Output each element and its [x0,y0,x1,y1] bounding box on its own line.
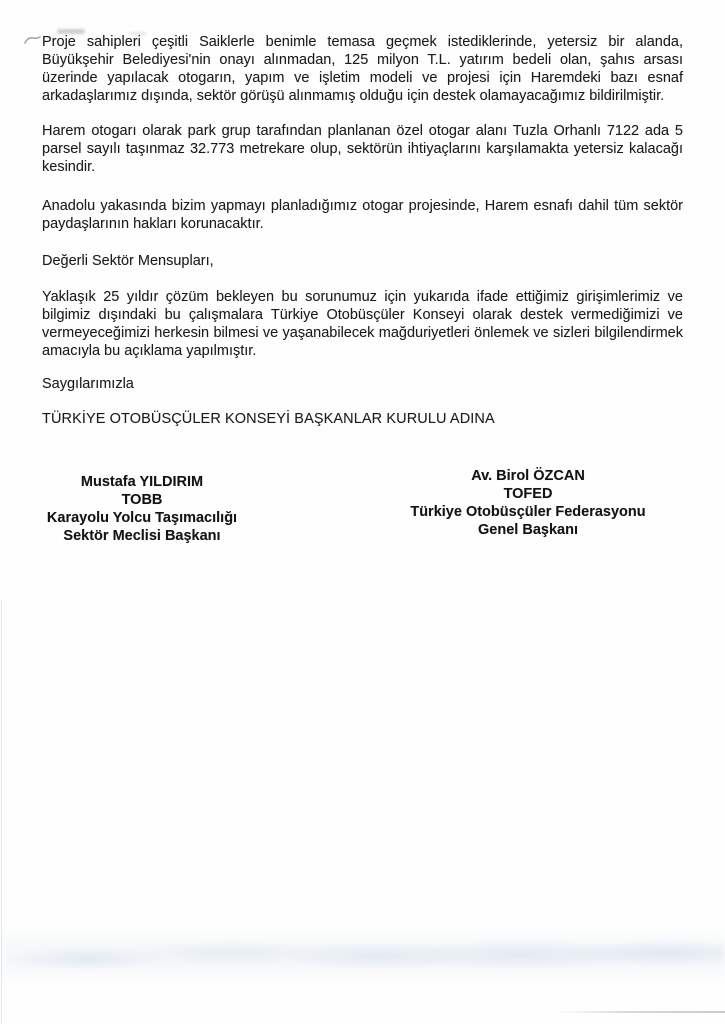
letter-body [42,33,683,545]
scan-noise-band [0,928,725,984]
stray-pen-mark [24,35,42,45]
signer-org: TOFED [503,486,553,502]
signer-title-line2: Sektör Meclisi Başkanı [63,528,221,544]
signer-title-line1: Türkiye Otobüsçüler Federasyonu [410,504,646,520]
regards-line: Saygılarımızla [42,376,134,392]
paragraph-closing-statement: Yaklaşık 25 yıldır çözüm bekleyen bu sorunumuz için yukarıda ifade ettiğimiz girişimlerimiz ve bilgimiz dışındaki bu çalışmalara Türkiye Otobüsçüler Konseyi olarak destek vermediğimizi ve vermeyeceğimizi herkesin bilmesi ve yaşanabilecek mağduriyetleri önlemek ve sizleri bilgilendirmek amacıyla bu açıklama yapılmıştır. [42,289,683,359]
signature-block-birol-ozcan [398,467,658,539]
signer-name: Av. Birol ÖZCAN [471,468,585,484]
paragraph-harem-otogar: Harem otogarı olarak park grup tarafından planlanan özel otogar alanı Tuzla Orhanlı 7122 ada 5 parsel sayılı taşınmaz 32.773 metrekare olup, sektörün ihtiyaçlarını karşılamakta yetersiz kalacağı kesindir. [42,123,683,175]
signer-title-line1: Karayolu Yolcu Taşımacılığı [46,510,238,526]
salutation-line: Değerli Sektör Mensupları, [42,253,214,269]
signature-block-mustafa-yildirim [42,473,242,545]
signer-org: TOBB [121,492,163,508]
signer-name: Mustafa YILDIRIM [80,474,204,490]
paragraph-project-owners: Proje sahipleri çeşitli Saiklerle benimle temasa geçmek istediklerinde, yetersiz bir alanda, Büyükşehir Belediyesi'nin onayı alınmadan, 125 milyon T.L. yatırım bedeli olan, şahıs arsası üzerinde yapılacak otogarın, yapım ve işletim modeli ve projesi için Haremdeki bazı esnaf arkadaşlarımız dışında, sektör görüşü alınmamış olduğu için destek olamayacağımız bildirilmiştir. [42,34,683,104]
signature-row [42,467,683,545]
paragraph-anadolu-yakasi: Anadolu yakasında bizim yapmayı planladığımız otogar projesinde, Harem esnafı dahil tüm sektör paydaşlarının hakları korunacaktır. [42,198,683,232]
scan-edge-line [1,600,2,1024]
scan-fold-line [556,1011,725,1013]
on-behalf-line: TÜRKİYE OTOBÜSÇÜLER KONSEYİ BAŞKANLAR KURULU ADINA [42,411,495,427]
signer-title-line2: Genel Başkanı [478,522,578,538]
